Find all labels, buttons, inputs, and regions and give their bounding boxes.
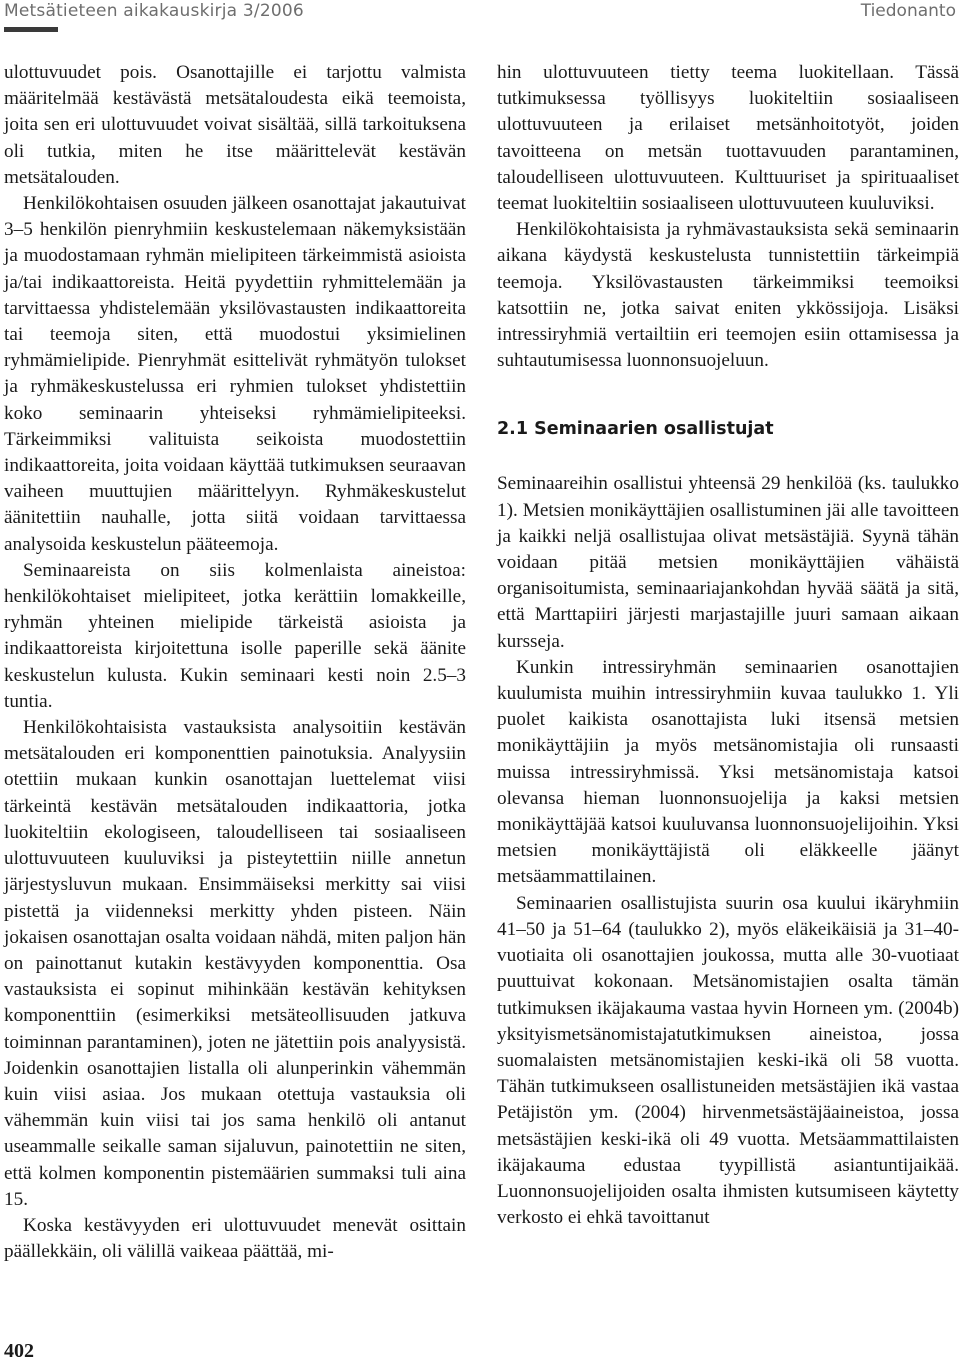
paragraph: Koska kestävyyden eri ulottuvuudet menevät osittain päällekkäin, oli välillä vaikeaa päättää, mi- xyxy=(4,1214,466,1263)
paragraph: Henkilökohtaisen osuuden jälkeen osanottajat jakautuivat 3–5 henkilön pienryhmiin keskustelemaan näkemyksistään ja muodostamaan ryhmän mielipiteen tärkeimmistä asioista ja/tai indikaattoreista. Heitä pyydettiin ryhmittelemään ja tarvittaessa yhdistelemään yksilövastausten indikaattoreita tai teemoja siten, että muodostui yksimielinen ryhmämielipide. Pienryhmät esittelivät ryhmätyön tulokset ja ryhmäkeskustelussa eri ryhmien tulokset yhdistettiin koko seminaarin yhteiseksi ryhmämielipiteeksi. Tärkeimmiksi valituista seikoista muodostettiin indikaattoreita, joita voidaan käyttää tutkimuksen seuraavan vaiheen muuttujien määrittelyyn. Ryhmäkeskustelut äänitettiin nauhalle, jotta siitä voidaan tarvittaessa analysoida keskustelun pääteemoja. xyxy=(4,193,466,555)
header-rule xyxy=(4,27,58,32)
paragraph: hin ulottuvuuteen tietty teema luokitellaan. Tässä tutkimuksessa työllisyys luokiteltiin sosiaaliseen ulottuvuuteen ja erilaiset metsänhoitotyöt, joiden tavoitteena on metsän tuottavuuden parantaminen, taloudelliseen ulottuvuuteen. Kulttuuriset ja spirituaaliset teemat luokiteltiin sosiaaliseen ulottuvuuteen kuuluviksi. xyxy=(497,62,959,215)
paragraph: ulottuvuudet pois. Osanottajille ei tarjottu valmista määritelmää kestävästä metsätaloudesta eikä teemoista, joita sen eri ulottuvuudet voivat sisältää, sillä tarkoituksena oli tutkia, miten he itse määrittelevät kestävän metsätalouden. xyxy=(4,62,466,188)
section-heading: 2.1 Seminaarien osallistujat xyxy=(497,419,774,440)
article-type-label: Tiedonanto xyxy=(860,1,956,21)
journal-title: Metsätieteen aikakauskirja 3/2006 xyxy=(4,1,304,21)
right-column xyxy=(497,60,959,1231)
paragraph: Seminaareista on siis kolmenlaista aineistoa: henkilökohtaiset mielipiteet, jotka kerättiin lomakkeille, ryhmän yhteinen mielipide tärkeistä asioista ja indikaattoreista kirjoitettuna isolle paperille sekä äänite keskustelun kulusta. Kukin seminaari kesti noin 2.5–3 tuntia. xyxy=(4,559,466,712)
paragraph: Seminaarien osallistujista suurin osa kuului ikäryhmiin 41–50 ja 51–64 (taulukko 2), myös eläkeikäisiä ja 31–40-vuotiaita oli osanottajien joukossa, mutta alle 30-vuotiaat puuttuivat kokonaan. Metsänomistajien osalta tämän tutkimuksen ikäjakauma vastaa hyvin Horneen ym. (2004b) yksityismetsänomistajatutkimuksen aineistoa, jossa suomalaisten metsänomistajien keski-ikä oli 58 vuotta. Tähän tutkimukseen osallistuneiden metsästäjien ikä vastaa Petäjistön ym. (2004) hirvenmetsästäjäaineistoa, jossa metsästäjien keski-ikä oli 49 vuotta. Metsäammattilaisten ikäjakauma edustaa tyypillistä asiantuntijaikää. Luonnonsuojelijoiden osalta ihmisten kutsumiseen käytetty verkosto ei ehkä tavoittanut xyxy=(497,892,959,1229)
paragraph: Seminaareihin osallistui yhteensä 29 henkilöä (ks. taulukko 1). Metsien monikäyttäjien osallistuminen jäi alle tavoitteen ja kaikki neljä osallistujaa olivat metsästäjiä. Syynä tähän voidaan pitää metsien monikäyttäjien vähäistä organisoitumista, seminaariajankohdan hyvää säätä ja sitä, että Marttapiiri järjesti marjastajille juuri samaan aikaan kursseja. xyxy=(497,473,959,652)
paragraph: Henkilökohtaisista ja ryhmävastauksista sekä seminaarin aikana käydystä keskustelusta tunnistettiin tärkeimpiä teemoja. Yksilövastausten tärkeimmiksi teemoiksi katsottiin ne, jotka saivat eniten ykkössijoja. Lisäksi intressiryhmiä vertailtiin eri teemojen esiin ottamisessa ja suhtautumisessa luonnonsuojeluun. xyxy=(497,219,959,372)
paragraph: Henkilökohtaisista vastauksista analysoitiin kestävän metsätalouden eri komponenttien painotuksia. Analyysiin otettiin mukaan kunkin osanottajan luettelemat viisi tärkeintä kestävän metsätalouden indikaattoria, jotka luokiteltiin ekologiseen, taloudelliseen tai sosiaaliseen ulottuvuuteen kuuluviksi ja pisteytettiin niille annetun järjestysluvun mukaan. Ensimmäiseksi merkitty sai viisi pistettä ja viidenneksi merkitty yhden pisteen. Näin jokaisen osanottajan osalta voidaan nähdä, miten paljon hän on painottanut kutakin kestävyyden komponenttia. Osa vastauksista ei sopinut mihinkään kestävän kehityksen komponenttiin (esimerkiksi metsäteollisuuden jatkuva toiminnan parantaminen), joten ne jätettiin pois analyysistä. Joidenkin osanottajien listalla oli alunperinkin vähemmän kuin viisi asiaa. Jos mukaan otettuja vastauksia oli vähemmän kuin viisi tai jos sama henkilö oli antanut useammalle seikalle saman sijaluvun, painotettiin ne siten, että kolmen komponentin pistemäärien summaksi tuli aina 15. xyxy=(4,717,466,1210)
page-number: 402 xyxy=(4,1340,34,1362)
left-column xyxy=(4,60,466,1265)
paragraph: Kunkin intressiryhmän seminaarien osanottajien kuulumista muihin intressiryhmiin kuvaa taulukko 1. Yli puolet kaikista osanottajista luki itsensä metsien monikäyttäjiin ja myös metsänomistajia oli runsaasti muissa intressiryhmissä. Yksi metsänomistaja katsoi olevansa hieman luonnonsuojelija ja kaksi metsien monikäyttäjää katsoi kuuluvansa luonnonsuojelijoihin. Yksi metsien monikäyttäjistä oli eläkkeelle jäänyt metsäammattilainen. xyxy=(497,656,959,888)
running-header xyxy=(4,0,956,28)
